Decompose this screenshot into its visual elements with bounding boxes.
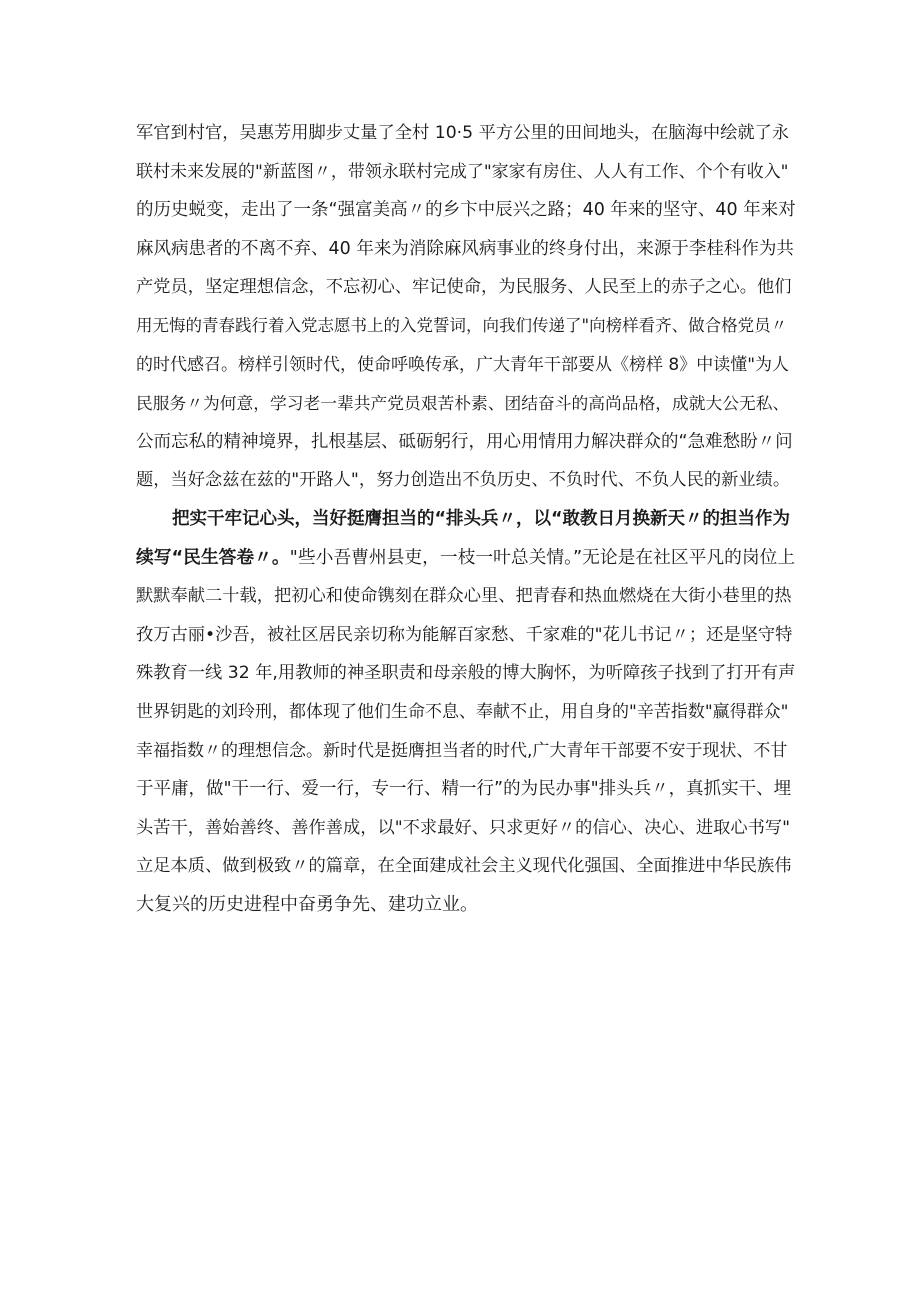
text-run: 的历史蜕变，走出了一条“强富美高〃的乡卞中辰兴之路；40 年来的坚守、40 年来对 [136, 200, 796, 221]
text-line [136, 847, 796, 886]
text-line [136, 500, 796, 539]
text-run: 麻风病患者的不离不弃、40 年来为消除麻风病事业的终身付出，来源于李桂科作为共 [136, 238, 794, 259]
text-run: 用无悔的青春践行着入党志愿书上的入党誓词，向我们传递了"向榜样看齐、做合格党员〃 [136, 315, 788, 335]
text-run: 产党员，坚定理想信念，不忘初心、牢记使命，为民服务、人民至上的赤子之心。他们 [136, 277, 792, 298]
text-line [136, 114, 796, 153]
text-line [136, 732, 796, 771]
article-body [136, 114, 796, 924]
text-line [136, 886, 796, 925]
bold-text-run: 续写“民生答卷〃。 [136, 547, 290, 568]
text-run: 头苦干，善始善终、善作善成，以"不求最好、只求更好〃的信心、决心、进取心书写" [136, 817, 791, 838]
paragraph-1 [136, 114, 796, 500]
text-line [136, 654, 796, 693]
text-run: 题，当好念兹在兹的"开路人"，努力创造出不负历史、不负时代、不负人民的新业绩。 [136, 470, 791, 491]
text-line [136, 191, 796, 230]
text-run: 默默奉献二十载，把初心和使命镌刻在群众心里、把青春和热血燃烧在大街小巷里的热 [136, 586, 792, 607]
text-run: 的时代感召。榜样引领时代，使命呼唤传承，广大青年干部要从《榜样 8》中读懂"为人 [136, 354, 790, 375]
text-line [136, 809, 796, 848]
paragraph-2 [136, 500, 796, 925]
text-run: 军官到村官，吴惠芳用脚步丈量了全村 10·5 平方公里的田间地头，在脑海中绘就了永 [136, 123, 790, 143]
text-line [136, 153, 796, 192]
text-run: 世界钥匙的刘玲刑，都体现了他们生命不息、奉献不止，用自身的"辛苦指数"赢得群众" [136, 701, 789, 722]
text-run: 联村未来发展的"新蓝图〃，带领永联村完成了"家家有房住、人人有工作、个个有收入" [136, 161, 789, 182]
text-line [136, 307, 796, 346]
text-line [136, 384, 796, 423]
text-run: 立足本质、做到极致〃的篇章，在全面建成社会主义现代化强国、全面推进中华民族伟 [136, 856, 792, 877]
text-run: 殊教育一线 32 年,用教师的神圣职责和母亲般的博大胸怀，为听障孩子找到了打开有声 [136, 663, 796, 684]
text-line [136, 770, 796, 809]
text-line [136, 268, 796, 307]
text-line [136, 230, 796, 269]
text-line [136, 423, 796, 462]
text-run: "些小吾曹州县吏，一枝一叶总关情。”无论是在社区平凡的岗位上 [289, 547, 796, 568]
text-line [136, 577, 796, 616]
text-line [136, 346, 796, 385]
text-run: 于平庸，做"干一行、爱一行，专一行、精一行”的为民办事"排头兵〃，真抓实干、埋 [136, 779, 792, 800]
text-run: 公而忘私的精神境界，扎根基层、砥砺躬行，用心用情用力解决群众的“急难愁盼〃问 [136, 431, 793, 452]
text-run: 大复兴的历史进程中奋勇争先、建功立业。 [136, 893, 478, 915]
text-run: 民服务〃为何意，学习老一辈共产党员艰苦朴素、团结奋斗的高尚品格，成就大公无私、 [136, 393, 790, 414]
bold-text-run: 把实干牢记心头，当好挺膺担当的“排头兵〃，以“敢教日月换新天〃的担当作为 [172, 508, 791, 529]
text-line [136, 539, 796, 578]
text-line [136, 693, 796, 732]
text-line [136, 616, 796, 655]
text-run: 幸福指数〃的理想信念。新时代是挺膺担当者的时代,广大青年干部要不安于现状、不甘 [136, 740, 788, 761]
text-run: 孜万古丽•沙吾，被社区居民亲切称为能解百家愁、千家难的"花儿书记〃；还是坚守特 [136, 624, 793, 645]
text-line [136, 461, 796, 500]
